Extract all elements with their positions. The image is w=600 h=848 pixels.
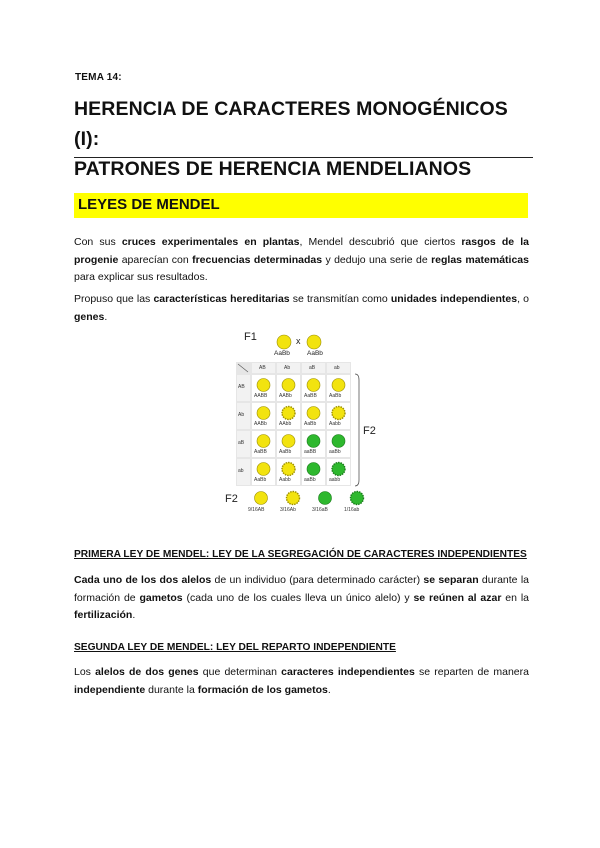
genotype-label: AABb	[254, 421, 267, 427]
punnett-square-figure	[222, 330, 384, 525]
text-run: , o	[517, 293, 529, 305]
bold-run: alelos de dos genes	[95, 666, 199, 678]
text-run: durante la	[145, 683, 198, 696]
genotype-label: aabb	[329, 477, 341, 483]
f2-label-bottom: F2	[225, 493, 238, 505]
yellow-pea	[307, 407, 320, 420]
text-run: .	[327, 683, 331, 696]
bold-run: cruces experimentales en plantas	[121, 236, 300, 248]
yellow-pea	[282, 407, 295, 420]
text-run: , Mendel descubrió que ciertos	[299, 236, 462, 248]
genotype-label: aaBb	[304, 477, 316, 483]
text-run: .	[104, 310, 108, 323]
text-run: Con sus	[74, 236, 122, 248]
bold-run: frecuencias determinadas	[192, 253, 323, 266]
text-run: en la	[501, 591, 529, 604]
parent-1-pea	[277, 335, 291, 349]
text-run: (cada uno de los cuales lleva un único alelo) y	[182, 591, 414, 604]
genotype-label: AaBb	[329, 393, 342, 399]
yellow-pea	[282, 435, 295, 448]
phenotype-ratio: 1/16ab	[344, 507, 360, 513]
bold-run: formación de los gametos	[197, 683, 328, 696]
phenotype-pea	[319, 492, 332, 505]
genotype-label: AAbb	[279, 421, 292, 427]
bold-run: se reúnen al azar	[413, 591, 502, 604]
section-highlight-band	[74, 193, 528, 218]
title-line-2: PATRONES DE HERENCIA MENDELIANOS	[74, 158, 472, 180]
law-1-paragraph	[74, 572, 529, 625]
text-run: y dedujo una serie de	[322, 253, 432, 266]
phenotype-pea	[287, 492, 300, 505]
bold-run: genes	[74, 310, 105, 323]
genotype-label: AaBB	[254, 449, 267, 455]
yellow-pea	[332, 379, 345, 392]
bold-run: fertilización	[74, 609, 133, 621]
text-run: aparecían con	[118, 253, 193, 266]
green-pea	[307, 463, 320, 476]
text-run: durante la formación de	[74, 574, 529, 604]
genotype-label: aaBb	[329, 449, 341, 455]
yellow-pea	[332, 407, 345, 420]
title-divider	[74, 157, 533, 158]
genotype-label: Aabb	[279, 477, 291, 483]
law-1-heading: PRIMERA LEY DE MENDEL: LEY DE LA SEGREGACIÓN DE CARACTERES INDEPENDIENTES	[74, 549, 527, 560]
intro-paragraph-2	[74, 291, 529, 326]
genotype-label: AaBb	[279, 449, 292, 455]
law-2-paragraph	[74, 664, 529, 699]
row-header-label: ab	[238, 468, 244, 474]
bold-run: unidades independientes	[390, 293, 518, 305]
section-title: LEYES DE MENDEL	[78, 196, 220, 213]
green-pea	[307, 435, 320, 448]
yellow-pea	[257, 463, 270, 476]
genotype-label: Aabb	[329, 421, 341, 427]
text-run: que determinan	[198, 666, 282, 678]
column-header-label: Ab	[284, 365, 291, 371]
genotype-label: AaBb	[254, 477, 267, 483]
row-header-label: AB	[238, 384, 245, 390]
parent-1-genotype: AaBb	[274, 350, 290, 357]
genotype-label: AABb	[279, 393, 292, 399]
text-run: .	[132, 609, 136, 621]
yellow-pea	[257, 407, 270, 420]
phenotype-pea	[351, 492, 364, 505]
bold-run: caracteres independientes	[281, 666, 415, 678]
text-run: Propuso que las	[74, 293, 154, 305]
phenotype-ratio: 3/16Ab	[280, 507, 296, 513]
intro-paragraph-1	[74, 234, 529, 287]
f2-label-side: F2	[363, 425, 376, 437]
bold-run: independiente	[74, 683, 146, 696]
punnett-square-graphic	[222, 330, 384, 525]
column-header-label: ab	[334, 365, 340, 371]
topic-label: TEMA 14:	[75, 72, 122, 83]
cross-symbol: x	[296, 336, 301, 346]
genotype-label: AaBb	[304, 421, 317, 427]
green-pea	[332, 463, 345, 476]
text-run: Los	[74, 666, 96, 678]
phenotype-ratio: 3/16aB	[312, 507, 328, 513]
yellow-pea	[307, 379, 320, 392]
f2-bracket	[355, 374, 359, 486]
phenotype-pea	[255, 492, 268, 505]
bold-run: reglas matemáticas	[431, 253, 529, 266]
f1-label: F1	[244, 331, 257, 343]
yellow-pea	[282, 463, 295, 476]
yellow-pea	[257, 435, 270, 448]
genotype-label: aaBB	[304, 449, 317, 455]
column-header-label: aB	[309, 365, 316, 371]
phenotype-ratio: 9/16AB	[248, 507, 265, 513]
text-run: para explicar sus resultados.	[74, 271, 208, 283]
row-header-label: aB	[238, 440, 245, 446]
bold-run: Cada uno de los dos alelos	[74, 574, 212, 586]
row-header-label: Ab	[238, 412, 245, 418]
genotype-label: AaBB	[304, 393, 317, 399]
page-title	[74, 94, 534, 184]
yellow-pea	[282, 379, 295, 392]
bold-run: características hereditarias	[153, 293, 290, 305]
bold-run: se separan	[423, 574, 479, 586]
parent-2-pea	[307, 335, 321, 349]
genotype-label: AABB	[254, 393, 268, 399]
text-run: se transmitían como	[289, 293, 391, 305]
parent-2-genotype: AaBb	[307, 350, 323, 357]
bold-run: rasgos de la progenie	[74, 236, 529, 266]
text-run: de un individuo (para determinado carácter)	[211, 574, 424, 586]
green-pea	[332, 435, 345, 448]
law-2-heading: SEGUNDA LEY DE MENDEL: LEY DEL REPARTO INDEPENDIENTE	[74, 642, 396, 653]
title-line-1: HERENCIA DE CARACTERES MONOGÉNICOS (I):	[74, 98, 508, 150]
column-header-label: AB	[259, 365, 266, 371]
text-run: se reparten de manera	[414, 666, 529, 678]
yellow-pea	[257, 379, 270, 392]
bold-run: gametos	[139, 591, 183, 604]
